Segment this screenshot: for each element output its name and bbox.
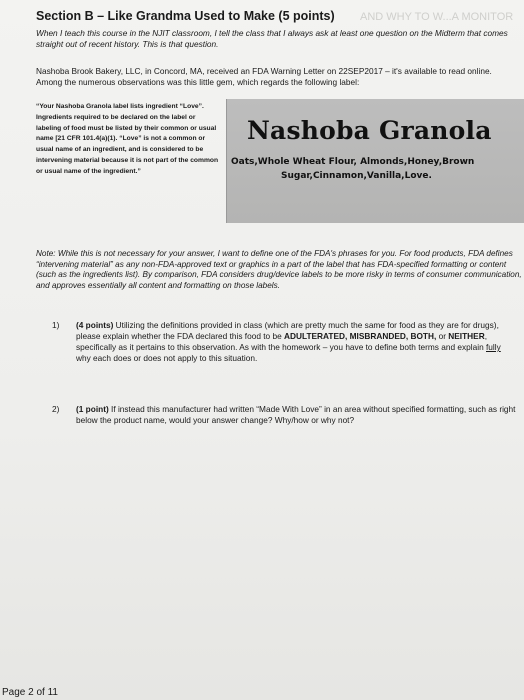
question-1 bbox=[52, 320, 522, 390]
question-points: (1 point) bbox=[76, 404, 109, 414]
question-bold-terms: ADULTERATED, MISBRANDED, BOTH, bbox=[284, 331, 437, 341]
question-number: 2) bbox=[52, 404, 60, 414]
label-brand-name: Nashoba Granola bbox=[247, 116, 492, 145]
question-text-part: why each does or does not apply to this situation. bbox=[76, 353, 258, 363]
intro-text: When I teach this course in the NJIT classroom, I tell the class that I always ask at least one question on the Midterm that comes straight out of recent history. This is that question. bbox=[36, 28, 508, 49]
label-ingredients-line-2: Sugar,Cinnamon,Vanilla,Love. bbox=[281, 171, 432, 181]
question-text-part: Utilizing the definitions provided in class (which are pretty much the same for food as they are for drugs), please explain whether the FDA declared this food to be bbox=[76, 320, 499, 341]
note-paragraph: Note: While this is not necessary for your answer, I want to define one of the FDA's phrases for you. For food products, FDA defines “intervening material” as any non-FDA-approved text or graphics in a part of the label that has FDA-specified formatting or content (such as the ingredients list). By comparison, FDA considers drug/device labels to be more risky in terms of consumer communication, and approves essentially all content and formatting on those labels. bbox=[36, 249, 522, 290]
page-number: Page 2 of 11 bbox=[2, 687, 58, 698]
question-points: (4 points) bbox=[76, 320, 114, 330]
question-number: 1) bbox=[52, 320, 60, 330]
question-text-part: If instead this manufacturer had written “Made With Love” in an area without specified formatting, such as right below the product name, would your answer change? Why/how or why not? bbox=[76, 404, 516, 425]
question-bold-neither: NEITHER bbox=[448, 331, 485, 341]
question-text bbox=[76, 404, 516, 426]
label-ingredients-line-1: Oats,Whole Wheat Flour, Almonds,Honey,Brown bbox=[231, 157, 475, 167]
section-title: Section B – Like Grandma Used to Make (5 points) bbox=[36, 9, 335, 23]
bleed-through-text: AND WHY TO W...A MONITOR bbox=[360, 11, 514, 23]
fda-quote: “Your Nashoba Granola label lists ingredient “Love”. Ingredients required to be declared on the label or labeling of food must be listed by their common or usual name [21 CFR 101.4(a)(1). “Love” is not a common or usual name of an ingredient, and is considered to be intervening material because it is not part of the common or usual name of the ingredient.” bbox=[36, 103, 219, 175]
question-underlined: fully bbox=[486, 342, 501, 352]
question-text bbox=[76, 320, 516, 364]
question-2 bbox=[52, 404, 522, 434]
granola-label-image bbox=[226, 99, 524, 223]
warning-letter-paragraph: Nashoba Brook Bakery, LLC, in Concord, MA, received an FDA Warning Letter on 22SEP2017 – it's available to read online. Among the numerous observations was this little gem, which regards the following label: bbox=[36, 66, 492, 87]
question-text-part: or bbox=[436, 331, 449, 341]
question-text-part: , specifically as it pertains to this observation. As with the homework – you have to define both terms and explain bbox=[76, 331, 488, 352]
